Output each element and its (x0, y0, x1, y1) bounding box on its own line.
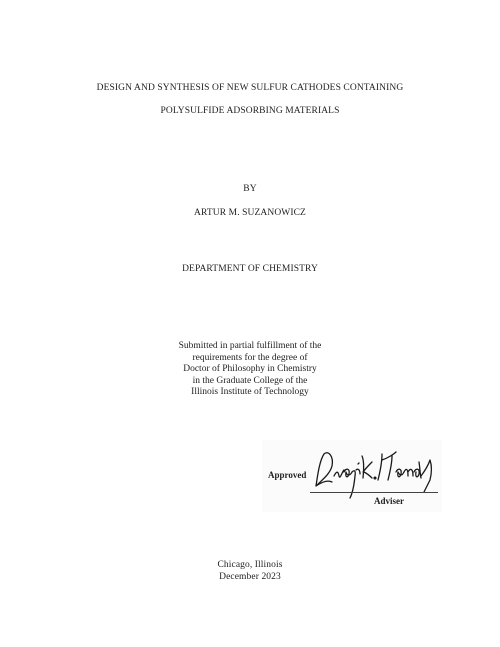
adviser-label: Adviser (374, 496, 404, 506)
thesis-title-line-2: POLYSULFIDE ADSORBING MATERIALS (160, 106, 340, 116)
by-label: BY (243, 184, 257, 194)
handwritten-signature (308, 442, 440, 504)
approved-label: Approved (268, 470, 307, 480)
approval-signature-block (262, 440, 442, 515)
signature-line (310, 492, 438, 493)
submission-line: Illinois Institute of Technology (191, 387, 309, 398)
submission-line: requirements for the degree of (192, 352, 308, 363)
submission-line: in the Graduate College of the (192, 375, 308, 386)
submission-statement (0, 341, 500, 399)
thesis-title-line-1: DESIGN AND SYNTHESIS OF NEW SULFUR CATHODES CONTAINING (96, 83, 404, 93)
department-name: DEPARTMENT OF CHEMISTRY (182, 264, 318, 274)
place-of-submission: Chicago, Illinois (217, 560, 283, 570)
submission-line: Doctor of Philosophy in Chemistry (183, 364, 317, 375)
author-name: ARTUR M. SUZANOWICZ (194, 208, 306, 218)
submission-line: Submitted in partial fulfillment of the (178, 341, 322, 351)
submission-date: December 2023 (219, 572, 281, 582)
